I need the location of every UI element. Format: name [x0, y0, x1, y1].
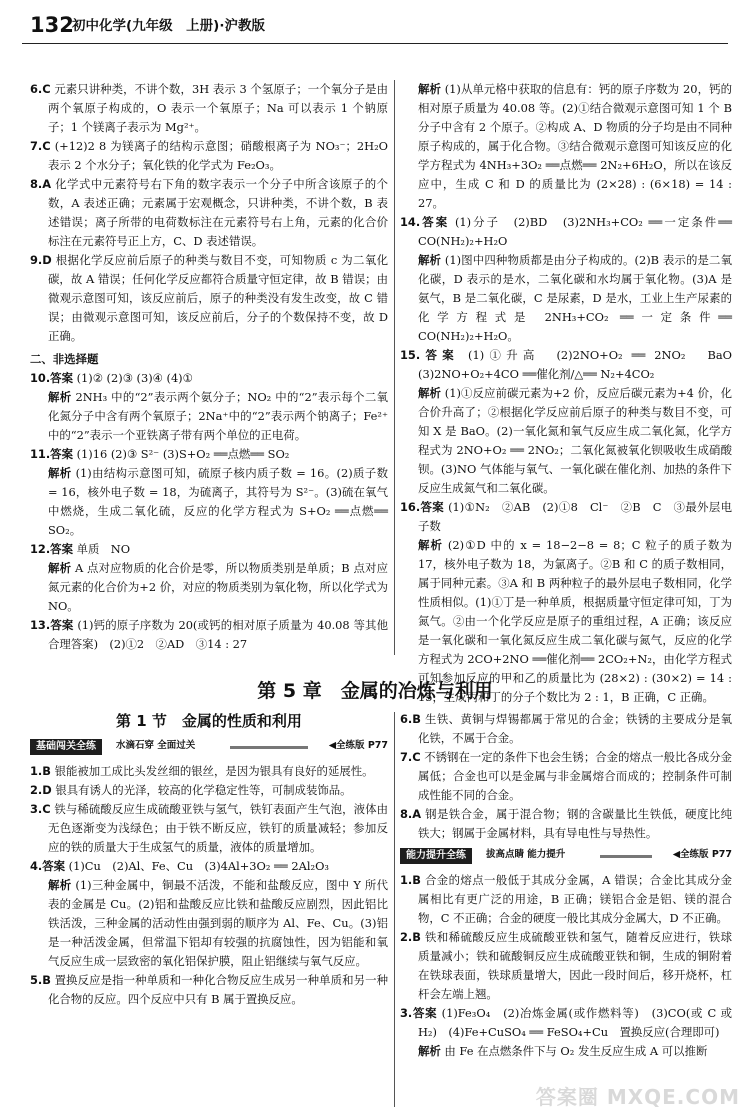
lesson-title: 第 1 节 金属的性质和利用 [116, 712, 302, 730]
item-text: 不锈钢在一定的条件下也会生锈；合金的熔点一般比各成分金属低；合金也可以是金属与非金属熔合而成的；控制条件可制成性能不同的合金。 [418, 750, 732, 802]
item-text: (+12)2 8 为镁离子的结构示意图；硝酸根离子为 NO₃⁻；2H₂O 表示 2 个水分子；氧化铁的化学式为 Fe₂O₃。 [48, 139, 388, 172]
explanation-item [400, 1042, 732, 1061]
item-text: 铁与稀硫酸反应生成硫酸亚铁与氢气，铁钉表面产生气泡，液体由无色逐渐变为浅绿色；由于铁不断反应，铁钉的质量减轻；参加反应的铁的质量大于生成氢气的质量，液体的质量增加。 [48, 802, 388, 854]
explanation-tag: 解析 [418, 1044, 441, 1058]
answer-item [30, 445, 388, 464]
item-text: 铁和稀硫酸反应生成硫酸亚铁和氢气，随着反应进行，铁球质量减小；铁和硫酸铜反应生成硫酸亚铁和铜，生成的铜附着在铁球表面，铁球质量增大，因此一段时间后，移开烧杯，杠杆会左端上翘。 [418, 930, 732, 1001]
section-bar-ref: ◀全练版 P77 [672, 849, 732, 860]
explanation-item [30, 464, 388, 540]
section-bar-rule [230, 746, 308, 749]
item-text: 置换反应是指一种单质和一种化合物反应生成另一种单质和另一种化合物的反应。四个反应中只有 B 属于置换反应。 [48, 973, 388, 1006]
item-text: (1)Fe₃O₄ (2)冶炼金属(或作燃料等) (3)CO(或 C 或 H₂) (4)Fe+CuSO₄ ══ FeSO₄+Cu 置换反应(合理即可) [418, 1006, 733, 1039]
item-text: 元素只讲种类，不讲个数，3H 表示 3 个氢原子；一个氧分子是由两个氧原子构成的，O 表示一个氧原子；Na 可以表示 1 个钠原子；1 个镁离子表示为 Mg²⁺。 [48, 82, 388, 134]
item-text: 生铁、黄铜与焊锡都属于常见的合金；铁锈的主要成分是氧化铁，不属于合金。 [418, 712, 732, 745]
question-number: 8.A [30, 177, 52, 191]
answer-item [400, 213, 732, 251]
question-number: 1.B [30, 764, 51, 778]
answer-item [30, 857, 388, 876]
item-text: (1)16 (2)③ S²⁻ (3)S+O₂ ══点燃══ SO₂ [76, 447, 290, 461]
section-bar-rule [600, 855, 652, 858]
explanation-tag: 解析 [418, 82, 441, 96]
item-text: 银具有诱人的光泽，较高的化学稳定性等，可制成装饰品。 [55, 783, 352, 797]
question-number: 9.D [30, 253, 52, 267]
answer-item [400, 928, 732, 1004]
answer-item [400, 710, 732, 748]
column-divider-bottom [394, 712, 395, 1107]
section-bar-tag: 能力提升全练 [400, 848, 472, 864]
item-text: (1)三种金属中，铜最不活泼，不能和盐酸反应，图中 Y 所代表的金属是 Cu。(2)铝和盐酸反应比铁和盐酸反应剧烈，因此铝比铁活泼，三种金属的活动性由强到弱的顺序为 Al、Fe、Cu。(3)铝是一种活泼金属，但常温下铝却有较强的抗腐蚀性，因为铝能和氧气反应生成一层致密的氧化铝保护膜，阻止铝继续与氧气反应。 [48, 878, 388, 968]
question-number: 10.答案 [30, 371, 73, 385]
section-bar-ability [400, 845, 732, 867]
question-number: 4.答案 [30, 859, 66, 873]
item-text: 化学式中元素符号右下角的数字表示一个分子中所含该原子的个数，A 表述正确；元素属于宏观概念，只讲种类，不讲个数，B 表述错误；离子所带的电荷数标注在元素符号右上角，元素的化合价标注在元素符号正上方，C、D 表述错误。 [48, 177, 388, 248]
answer-item [30, 369, 388, 388]
item-text: 根据化学反应前后原子的种类与数目不变，可知物质 c 为二氧化碳，故 A 错误；任何化学反应都符合质量守恒定律，故 B 错误；由微观示意图可知，该反应前后，原子的种类没有发生改变，故 C 错误；由微观示意图可知，该反应前后，分子的个数保持不变，故 D 正确。 [48, 253, 389, 343]
explanation-tag: 解析 [48, 390, 72, 404]
question-number: 7.C [400, 750, 421, 764]
item-text: (1)由结构示意图可知，硫原子核内质子数 = 16。(2)质子数 = 16，核外电子数 = 18，为硫离子，其符号为 S²⁻。(3)硫在氧气中燃烧，生成二氧化硫，反应的化学方程式为 S+O₂ ══点燃══ SO₂。 [48, 466, 388, 537]
question-number: 3.C [30, 802, 51, 816]
explanation-tag: 解析 [48, 466, 72, 480]
question-number: 13.答案 [30, 618, 74, 632]
column-bottom-left [30, 710, 388, 1110]
page-header [22, 10, 728, 40]
item-text: (1)Cu (2)Al、Fe、Cu (3)4Al+3O₂ ══ 2Al₂O₃ [68, 859, 329, 873]
section-bar-slogan: 水滴石穿 全面过关 [116, 740, 196, 751]
explanation-item [400, 80, 732, 213]
column-bottom-left-body [30, 762, 388, 1009]
answer-item [30, 175, 388, 251]
item-text: (1)钙的原子序数为 20(或钙的相对原子质量为 40.08 等其他合理答案) (2)①2 ②AD ③14 : 27 [48, 618, 389, 651]
section-bar-tag: 基础闯关全练 [30, 739, 102, 755]
answer-item [30, 781, 388, 800]
question-number: 6.C [30, 82, 51, 96]
question-number: 11.答案 [30, 447, 73, 461]
explanation-tag: 解析 [418, 386, 442, 400]
question-number: 12.答案 [30, 542, 73, 556]
header-rule [22, 43, 728, 44]
column-bottom-right [400, 710, 732, 1110]
chapter-title: 第 5 章 金属的冶炼与利用 [257, 680, 493, 702]
item-text: 钢是铁合金，属于混合物；钢的含碳量比生铁低，硬度比纯铁大；钢属于金属材料，具有导电性与导热性。 [418, 807, 732, 840]
column-top-left [30, 80, 388, 655]
column-divider-top [394, 80, 395, 655]
answer-item [30, 616, 388, 654]
section-heading: 二、非选择题 [30, 352, 99, 366]
question-number: 7.C [30, 139, 51, 153]
item-text: (2)①D 中的 x = 18−2−8 = 8；C 粒子的质子数为 17，核外电子数为 18，为氯离子。②B 和 C 的质子数相同，属于同种元素。③A 和 B 两种粒子的最外层电子数相同，化学性质相似。(1)①丁是一种单质，根据质量守恒定律可知，丁为氮气。②由一个化学反应是原子的重组过程，A 正确；该反应是一氧化碳和一氧化氮反应生成二氧化碳与氮气，反应的化学方程式为 2CO+2NO ══催化剂══ 2CO₂+N₂，由化学方程式可知参加反应的甲和乙的质量比为 (28×2) : (30×2) = 14 : 15，生成丙和丁的分子个数比为 2 : 1，B 正确，C 正确。 [418, 538, 732, 704]
item-text: (1)分子 (2)BD (3)2NH₃+CO₂ ══一定条件══ CO(NH₂)₂+H₂O [418, 215, 732, 248]
item-text: (1)①升高 (2)2NO+O₂ ══ 2NO₂ BaO (3)2NO+O₂+4CO ══催化剂/△══ N₂+4CO₂ [418, 348, 744, 381]
question-number: 8.A [400, 807, 422, 821]
answer-item [400, 346, 744, 384]
explanation-item [400, 251, 732, 346]
section-bar-slogan: 拔高点睛 能力提升 [486, 849, 566, 860]
answer-item [30, 800, 388, 857]
explanation-item [400, 384, 732, 498]
question-number: 2.B [400, 930, 421, 944]
answer-item [30, 540, 388, 559]
question-number: 15.答案 [400, 348, 460, 362]
item-text: 由 Fe 在点燃条件下与 O₂ 发生反应生成 A 可以推断 [444, 1044, 708, 1058]
question-number: 16.答案 [400, 500, 445, 514]
item-text: 单质 NO [76, 542, 131, 556]
question-number: 5.B [30, 973, 51, 987]
question-number: 2.D [30, 783, 52, 797]
explanation-item [30, 876, 388, 971]
column-top-right [400, 80, 744, 704]
item-text: (1)图中四种物质都是由分子构成的。(2)B 表示的是二氧化碳，D 表示的是水，二氧化碳和水均属于氧化物。(3)A 是氨气，B 是二氧化碳，C 是尿素，D 是水，工业上生产尿素的化学方程式是 2NH₃+CO₂ ══一定条件══ CO(NH₂)₂+H₂O。 [418, 253, 733, 343]
question-number: 14.答案 [400, 215, 450, 229]
answer-item [400, 498, 732, 536]
question-number: 3.答案 [400, 1006, 438, 1020]
answer-item [30, 971, 388, 1009]
answer-item [30, 762, 388, 781]
answer-item [30, 80, 388, 137]
page-number: 132 [30, 13, 74, 37]
answer-item [400, 748, 732, 805]
watermark: 答案圈 MXQE.COM [535, 1085, 740, 1109]
item-text: (1)从单元格中获取的信息有：钙的原子序数为 20，钙的相对原子质量为 40.08 等。(2)①结合微观示意图可知 1 个 B 分子中含有 2 个原子。②构成 A、D 物质的分子均是由不同种原子构成的，属于化合物。③结合微观示意图可知该反应的化学方程式为 4NH₃+3O₂ ══点燃══ 2N₂+6H₂O，所以在该反应中，生成 C 和 D 的质量比为 (2×28) : (6×18) = 14 : 27。 [418, 82, 732, 210]
explanation-tag: 解析 [418, 538, 444, 552]
explanation-tag: 解析 [48, 878, 72, 892]
explanation-tag: 解析 [48, 561, 72, 575]
item-text: 合金的熔点一般低于其成分金属，A 错误；合金比其成分金属相比有更广泛的用途，B 正确；镁铝合金是铝、镁的混合物，C 不正确；合金的硬度一般比其成分金属大，D 不正确。 [418, 873, 732, 925]
item-text: A 点对应物质的化合价是零，所以物质类别是单质；B 点对应氮元素的化合价为+2 价，对应的物质类别为氧化物，所以化学式为 NO。 [48, 561, 388, 613]
answer-item [400, 871, 732, 928]
item-text: (1)①N₂ ②AB (2)①8 Cl⁻ ②B C ③最外层电子数 [418, 500, 732, 533]
section-bar-basic [30, 736, 388, 758]
explanation-tag: 解析 [418, 253, 442, 267]
answer-item [400, 805, 732, 843]
explanation-item [30, 388, 388, 445]
answer-item [400, 1004, 732, 1042]
section-bar-ref: ◀全练版 P77 [328, 740, 388, 751]
answer-item [30, 251, 388, 346]
item-text: 银能被加工成比头发丝细的银丝，是因为银具有良好的延展性。 [54, 764, 374, 778]
book-title: 初中化学(九年级 上册)·沪教版 [72, 18, 265, 34]
question-number: 1.B [400, 873, 421, 887]
answer-item [30, 137, 388, 175]
item-text: 2NH₃ 中的“2”表示两个氨分子；NO₂ 中的“2”表示每个二氧化氮分子中含有两个氧原子；2Na⁺中的“2”表示两个钠离子；Fe²⁺中的“2”表示一个亚铁离子带有两个单位的正电荷。 [48, 390, 388, 442]
question-number: 6.B [400, 712, 421, 726]
item-text: (1)①反应前碳元素为+2 价，反应后碳元素为+4 价，化合价升高了；②根据化学反应前后原子的种类与数目不变，可知 X 是 BaO。(2)一氧化氮和氧气反应生成二氧化氮，化学方程式为 2NO+O₂ ══ 2NO₂；二氧化氮被氧化钡吸收生成硝酸钡。(3)NO 气体能与氧气、一氧化碳在催化剂、加热的条件下反应生成氮气和二氧化碳。 [418, 386, 732, 495]
explanation-item [30, 559, 388, 616]
item-text: (1)② (2)③ (3)④ (4)① [76, 371, 193, 385]
